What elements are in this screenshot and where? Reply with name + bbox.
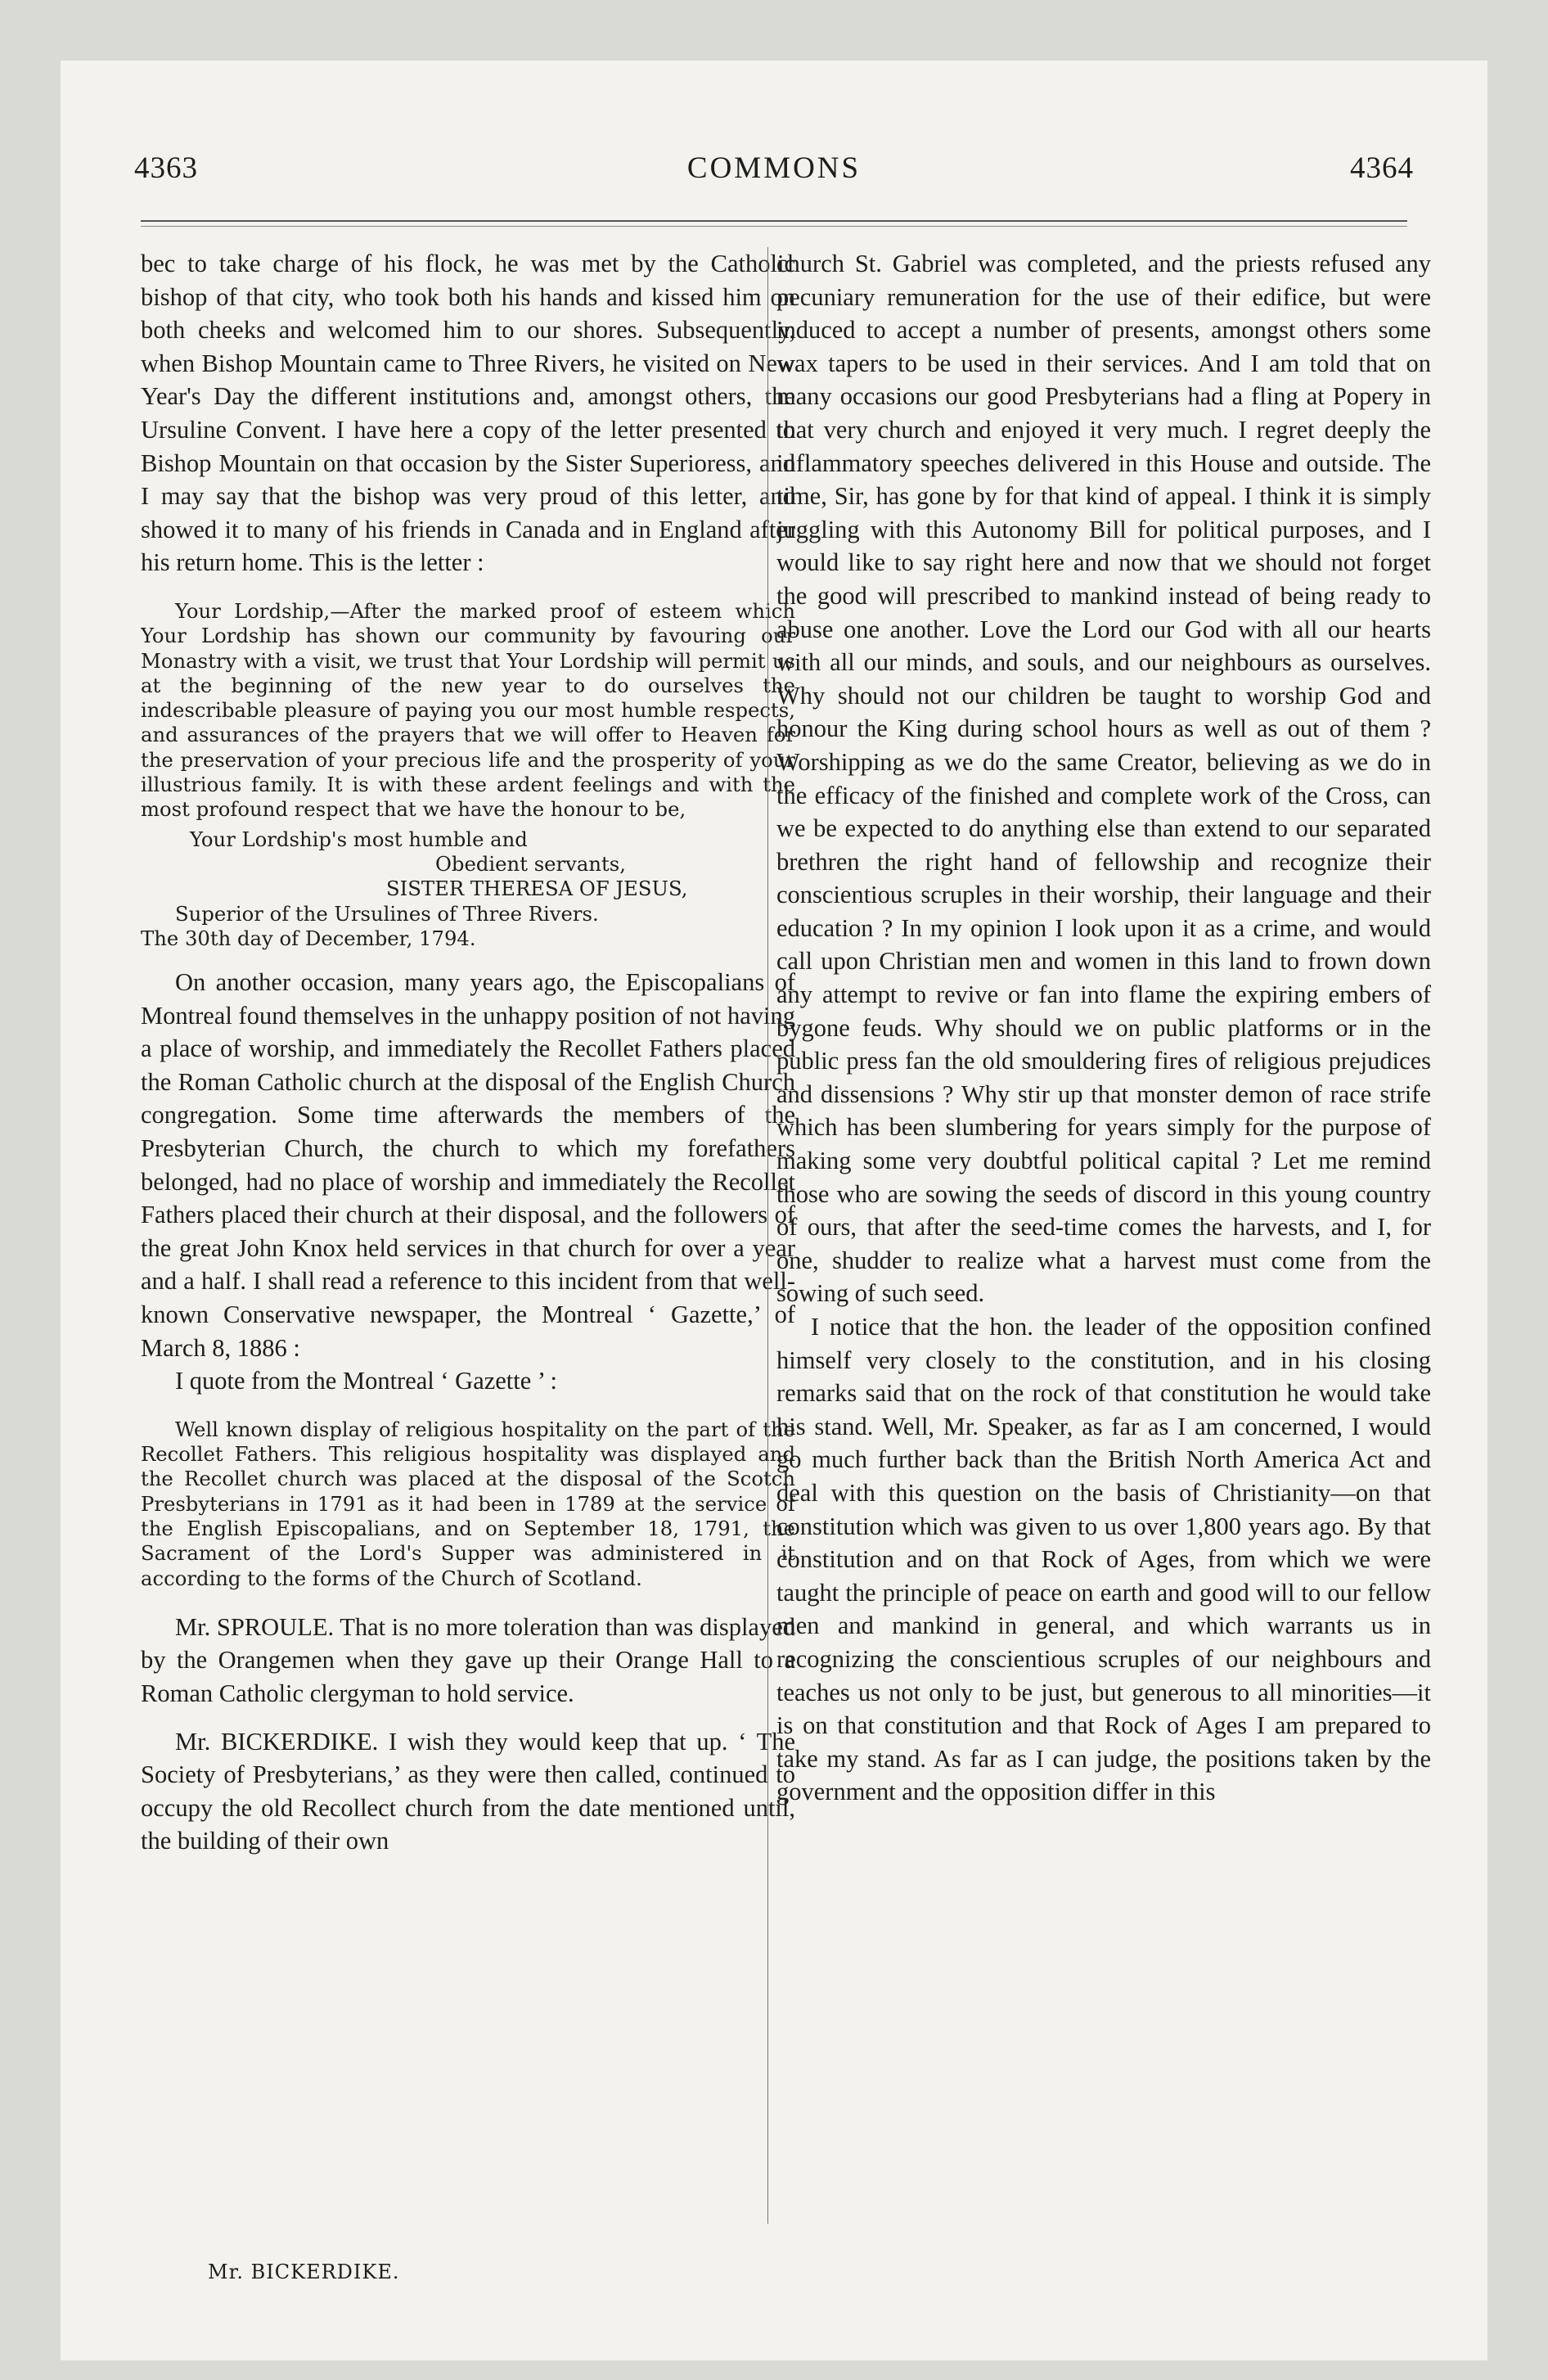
page: [61, 61, 1487, 2360]
page-title: COMMONS: [686, 151, 862, 185]
column-divider: [767, 247, 768, 2224]
paragraph: bec to take charge of his flock, he was met by the Catholic bishop of that city, who took both his hands and kissed him on both cheeks and welcomed him to our shores. Subsequently, when Bishop Mountain came to Three Rivers, he visited on New Year's Day the different institutions and, amongst others, the Ursuline Convent. I have here a copy of the letter presented to Bishop Mountain on that occasion by the Sister Superioress, and I may say that the bishop was very proud of this letter, and showed it to many of his friends in Canada and in England after his return home. This is the letter :: [141, 250, 795, 577]
left-column: [141, 247, 795, 2224]
letter-text: Your Lordship,—After the marked proof of esteem which Your Lordship has shown our community by favouring our Monastry with a visit, we trust that Your Lordship will permit us at the beginning of the new year to do ourselves the indescribable pleasure of paying you our most humble respects, and assurances of the prayers that we will offer to Heaven for the preservation of your precious life and the prosperity of your illustrious family. It is with these ardent feelings and with the most profound respect that we have the honour to be,: [141, 598, 795, 822]
header-rule: [141, 220, 1407, 222]
signature-line: Your Lordship's most humble and: [190, 827, 528, 851]
signature-name: SISTER THERESA OF JESUS,: [386, 877, 688, 901]
paragraph: church St. Gabriel was completed, and the priests refused any pecuniary remuneration for the use of their edifice, but were induced to accept a number of presents, amongst others some wax tapers to be used in their services. And I am told that on many occasions our good Presbyterians had a fling at Popery in that very church and enjoyed it very much. I regret deeply the inflammatory speeches delivered in this House and outside. The time, Sir, has gone by for that kind of appeal. I think it is simply juggling with this Autonomy Bill for political purposes, and I would like to say right here and now that we should not forget the good will prescribed to mankind instead of being ready to abuse one another. Love the Lord our God with all our hearts with all our minds, and souls, and our neighbours as ourselves. Why should not our children be taught to worship God and honour the King during school hours as well as out of them ? Worshipping as we do the same Creator, believing as we do in the efficacy of the finished and complete work of the Cross, can we be expected to do anything else than extend to our separated brethren the right hand of fellowship and recognize their conscientious scruples in their worship, their language and their education ? In my opinion I look upon it as a crime, and would call upon Christian men and women in this land to frown down any attempt to revive or fan into flame the expiring embers of bygone feuds. Why should we on public platforms or in the public press fan the old smouldering fires of religious prejudices and dissensions ? Why stir up that monster demon of race strife which has been slumbering for years simply for the purpose of making some very doubtful political capital ? Let me remind those who are sowing the seeds of discord in this young country of ours, that after the seed-time comes the harvests, and I, for one, shudder to realize what a harvest must come from the sowing of such seed.: [776, 250, 1431, 1308]
right-column: [776, 247, 1431, 2224]
paragraph: I notice that the hon. the leader of the opposition confined himself very closely to the constitution, and in his closing remarks said that on the rock of that constitution he would take his stand. Well, Mr. Speaker, as far as I am concerned, I would go much further back than the British North America Act and deal with this question on the basis of Christianity—on that constitution which was given to us over 1,800 years ago. By that constitution and on that Rock of Ages, from which we were taught the principle of peace on earth and good will to our fellow men and mankind in general, and which warrants us in recognizing the conscientious scruples of our neighbours and teaches us not only to be just, but generous to all minorities—it is on that constitution and that Rock of Ages I am prepared to take my stand. As far as I can judge, the positions taken by the government and the opposition differ in this: [776, 1313, 1431, 1806]
paragraph: I quote from the Montreal ‘ Gazette ’ :: [175, 1367, 557, 1395]
paragraph: On another occasion, many years ago, the Episcopalians of Montreal found themselves in the unhappy position of not having a place of worship, and immediately the Recollet Fathers placed the Roman Catholic church at the disposal of the English Church congregation. Some time afterwards the members of the Presbyterian Church, the church to which my forefathers belonged, had no place of worship and immediately the Recollet Fathers placed their church at their disposal, and the followers of the great John Knox held services in that church for over a year and a half. I shall read a reference to this incident from that well-known Conservative newspaper, the Montreal ‘ Gazette,’ of March 8, 1886 :: [141, 968, 795, 1362]
page-header: [61, 151, 1487, 200]
paragraph: Mr. BICKERDIKE. I wish they would keep that up. ‘ The Society of Presbyterians,’ as they were then called, continued to occupy the old Recollect church from the date mentioned until, the building of their own: [141, 1727, 795, 1855]
signature-title: Superior of the Ursulines of Three Rivers.: [175, 901, 599, 926]
right-page-number: 4364: [1350, 151, 1414, 185]
signature-date: The 30th day of December, 1794.: [141, 926, 476, 950]
gazette-text: Well known display of religious hospitality on the part of the Recollet Fathers. This religious hospitality was displayed and the Recollet church was placed at the disposal of the Scotch Presbyterians in 1791 as it had been in 1789 at the service of the English Episcopalians, and on September 18, 1791, the Sacrament of the Lord's Supper was administered in it according to the forms of the Church of Scotland.: [141, 1417, 795, 1590]
left-page-number: 4363: [134, 151, 198, 185]
running-footer: Mr. BICKERDIKE.: [208, 2261, 400, 2283]
header-rule-thin: [141, 226, 1407, 227]
signature-line: Obedient servants,: [435, 851, 626, 876]
paragraph: Mr. SPROULE. That is no more toleration than was displayed by the Orangemen when they gave up their Orange Hall to a Roman Catholic clergyman to hold service.: [141, 1612, 795, 1708]
quoted-gazette: [141, 1418, 795, 1591]
quoted-letter: [141, 599, 795, 823]
